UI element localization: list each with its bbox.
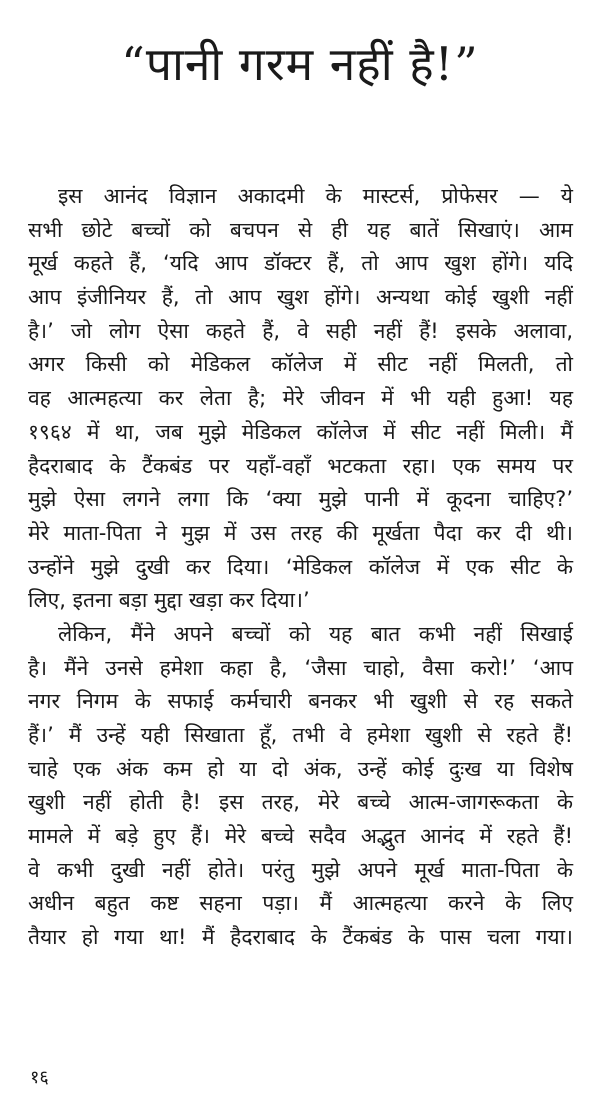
text-line: है।’ जो लोग ऐसा कहते हैं, वे सही नहीं हैं! इसके अलावा, <box>28 318 573 343</box>
text-line: मूर्ख कहते हैं, ‘यदि आप डॉक्टर हैं, तो आप खुश होंगे। यदि <box>28 251 573 276</box>
text-line: है। मैंने उनसे हमेशा कहा है, ‘जैसा चाहो, वैसा करो!’ ‘आप <box>28 655 573 680</box>
text-line: लेकिन, मैंने अपने बच्चों को यह बात कभी नहीं सिखाई <box>58 621 573 646</box>
text-line: लिए, इतना बड़ा मुद्दा खड़ा कर दिया।’ <box>28 588 310 613</box>
text-line: मुझे ऐसा लगने लगा कि ‘क्या मुझे पानी में कूदना चाहिए?’ <box>28 487 573 512</box>
text-line: आप इंजीनियर हैं, तो आप खुश होंगे। अन्यथा कोई खुशी नहीं <box>28 285 573 310</box>
text-line: इस आनंद विज्ञान अकादमी के मास्टर्स, प्रोफेसर — ये <box>58 184 573 208</box>
paragraph-1 <box>28 180 573 618</box>
text-line: हैदराबाद के टैंकबंड पर यहाँ-वहाँ भटकता रहा। एक समय पर <box>28 453 573 478</box>
text-line: १९६४ में था, जब मुझे मेडिकल कॉलेज में सीट नहीं मिली। मैं <box>28 419 573 444</box>
text-line: हैं।’ मैं उन्हें यही सिखाता हूँ, तभी वे हमेशा खुशी से रहते हैं! <box>28 723 573 747</box>
text-line: वह आत्महत्या कर लेता है; मेरे जीवन में भी यही हुआ! यह <box>28 386 573 411</box>
page-number: १६ <box>30 1067 49 1088</box>
text-line: मामले में बड़े हुए हैं। मेरे बच्चे सदैव अद्भुत आनंद में रहते हैं! <box>28 824 573 849</box>
text-line: अगर किसी को मेडिकल कॉलेज में सीट नहीं मिलती, तो <box>28 352 573 377</box>
chapter-title: “पानी गरम नहीं है!” <box>121 37 479 91</box>
paragraph-2 <box>28 618 573 955</box>
text-line: तैयार हो गया था! मैं हैदराबाद के टैंकबंड के पास चला गया। <box>28 925 573 950</box>
text-line: नगर निगम के सफाई कर्मचारी बनकर भी खुशी से रह सकते <box>28 689 573 714</box>
text-line: खुशी नहीं होती है! इस तरह, मेरे बच्चे आत्म-जागरूकता के <box>28 790 573 815</box>
text-line: उन्होंने मुझे दुखी कर दिया। ‘मेडिकल कॉलेज में एक सीट के <box>28 554 573 579</box>
text-line: चाहे एक अंक कम हो या दो अंक, उन्हें कोई दुःख या विशेष <box>28 756 573 781</box>
text-line: अधीन बहुत कष्ट सहना पड़ा। मैं आत्महत्या करने के लिए <box>28 891 573 916</box>
body-text <box>28 180 573 955</box>
text-line: वे कभी दुखी नहीं होते। परंतु मुझे अपने मूर्ख माता-पिता के <box>28 857 573 882</box>
text-line: मेरे माता-पिता ने मुझ में उस तरह की मूर्खता पैदा कर दी थी। <box>28 520 573 545</box>
text-line: सभी छोटे बच्चों को बचपन से ही यह बातें सिखाएं। आम <box>28 217 573 242</box>
